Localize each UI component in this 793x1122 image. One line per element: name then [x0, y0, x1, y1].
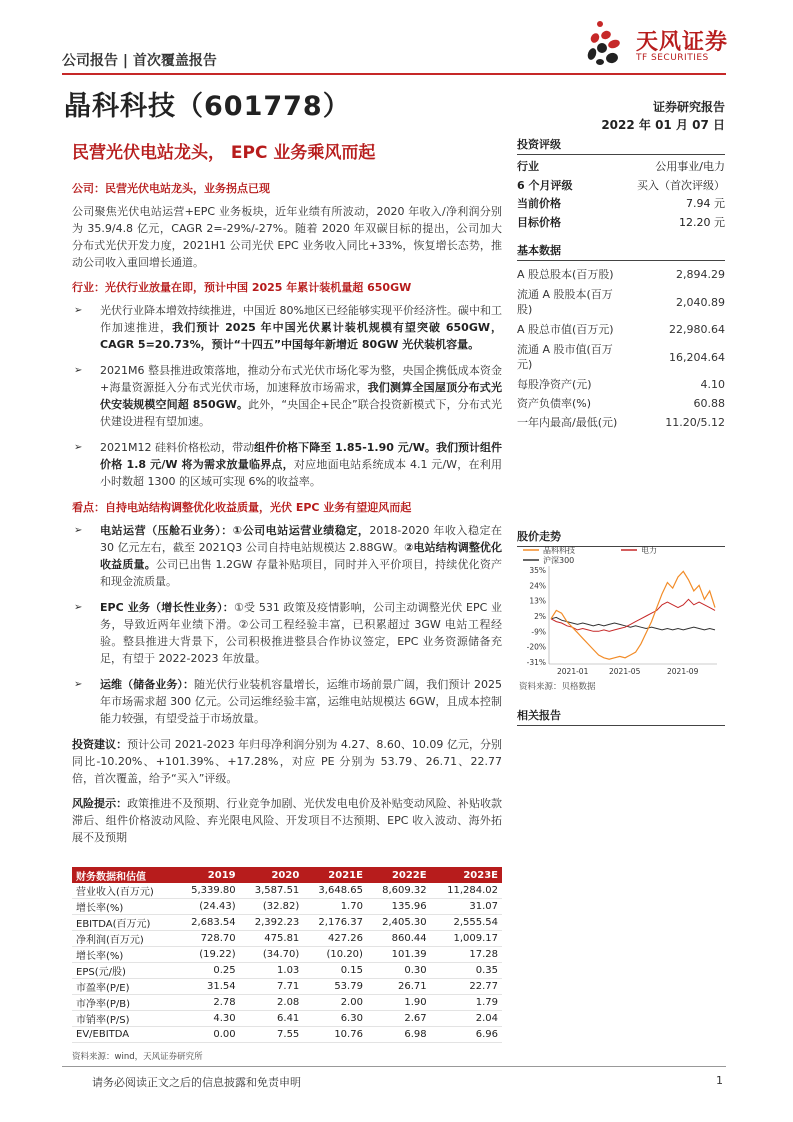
table-cell: 增长率(%) — [72, 947, 176, 963]
rating-key: 6 个月评级 — [517, 178, 573, 192]
report-date: 2022 年 01 月 07 日 — [601, 118, 725, 132]
financial-table — [72, 867, 502, 1043]
table-cell: 增长率(%) — [72, 899, 176, 915]
table-row — [72, 1011, 502, 1027]
table-cell: 26.71 — [367, 979, 431, 995]
table-cell: 31.07 — [431, 899, 502, 915]
company-paragraph: 公司聚焦光伏电站运营+EPC 业务板块，近年业绩有所波动，2020 年收入/净利润分别为 35.9/4.8 亿元，CAGR 2=-29%/-27%。随着 2020 年双碳目标的提出，公司加大分布式光伏开发力度，2021H1 公司光伏 EPC 业务收入同比+33%，恢复增长态势，推动公司收入重回增长通道。 — [72, 205, 502, 269]
footer-disclaimer: 请务必阅读正文之后的信息披露和免责申明 — [92, 1076, 301, 1089]
table-cell: (24.43) — [176, 899, 240, 915]
table-cell: 4.30 — [176, 1011, 240, 1027]
industry-bullet-3: ➢ 2021M12 硅料价格松动，带动组件价格下降至 1.85-1.90 元/W。我们预计组件价格 1.8 元/W 将为需求放量临界点，对应地面电站系统成本 4.1 元/W，在利用小时数超 1300 的区域可实现 6%的收益率。 — [72, 439, 502, 490]
chart-title: 股价走势 — [517, 528, 725, 547]
table-cell: 2.08 — [240, 995, 304, 1011]
basic-data-row — [517, 284, 725, 320]
rating-value: 7.94 元 — [686, 197, 725, 210]
basic-data-row — [517, 375, 725, 394]
table-cell: 0.00 — [176, 1027, 240, 1043]
y-tick-label: -31% — [526, 658, 546, 667]
rating-key: 行业 — [517, 160, 539, 173]
table-cell: 6.30 — [303, 1011, 367, 1027]
table-row — [72, 1027, 502, 1043]
basic-data-row — [517, 265, 725, 284]
table-cell: 5,339.80 — [176, 883, 240, 899]
basic-data-title: 基本数据 — [517, 242, 725, 261]
legend-label: 电力 — [641, 546, 657, 555]
basic-data-row — [517, 320, 725, 339]
table-cell: (32.82) — [240, 899, 304, 915]
table-header — [72, 867, 502, 883]
table-cell: 135.96 — [367, 899, 431, 915]
basic-data-key: 流通 A 股股本(百万股) — [517, 288, 613, 316]
table-cell: EPS(元/股) — [72, 963, 176, 979]
table-row — [72, 883, 502, 899]
table-cell: 2.04 — [431, 1011, 502, 1027]
table-cell: 3,587.51 — [240, 883, 304, 899]
report-type: 公司报告 | 首次覆盖报告 — [62, 53, 217, 69]
series-line-jinko — [551, 571, 715, 659]
rating-panel — [517, 136, 725, 232]
table-cell: 11,284.02 — [431, 883, 502, 899]
related-title: 相关报告 — [517, 707, 725, 726]
table-cell: 0.35 — [431, 963, 502, 979]
table-cell: 1.03 — [240, 963, 304, 979]
basic-data-value: 2,894.29 — [676, 268, 725, 281]
rating-value: 公用事业/电力 — [655, 160, 725, 173]
table-cell: 6.41 — [240, 1011, 304, 1027]
table-cell: 6.98 — [367, 1027, 431, 1043]
y-tick-label: 13% — [529, 596, 546, 606]
table-cell: 427.26 — [303, 931, 367, 947]
basic-data-key: 每股净资产(元) — [517, 378, 592, 391]
basic-data-value: 22,980.64 — [669, 323, 725, 336]
table-cell: (10.20) — [303, 947, 367, 963]
table-header-cell: 2022E — [367, 867, 431, 883]
basic-data-value: 16,204.64 — [669, 350, 725, 364]
table-cell: 市盈率(P/E) — [72, 979, 176, 995]
table-cell: 2,683.54 — [176, 915, 240, 931]
table-header-cell: 2020 — [240, 867, 304, 883]
legend-label: 晶科科技 — [543, 546, 575, 555]
table-header-cell: 2023E — [431, 867, 502, 883]
rating-key: 当前价格 — [517, 197, 561, 210]
basic-data-key: A 股总市值(百万元) — [517, 323, 614, 336]
y-tick-label: 35% — [529, 566, 546, 575]
series-line-hs300 — [551, 617, 715, 630]
rating-row — [517, 214, 725, 233]
basic-data-row — [517, 339, 725, 375]
rating-value: 买入（首次评级） — [637, 178, 725, 192]
table-cell: 1.70 — [303, 899, 367, 915]
logo-text-en: TF SECURITIES — [636, 53, 709, 63]
table-cell: 市净率(P/B) — [72, 995, 176, 1011]
rating-row — [517, 195, 725, 214]
table-cell: 7.55 — [240, 1027, 304, 1043]
table-cell: 2,392.23 — [240, 915, 304, 931]
report-kind: 证券研究报告 — [652, 100, 725, 114]
table-cell: 净利润(百万元) — [72, 931, 176, 947]
table-cell: 53.79 — [303, 979, 367, 995]
table-cell: EBITDA(百万元) — [72, 915, 176, 931]
table-cell: 101.39 — [367, 947, 431, 963]
basic-data-row — [517, 394, 725, 413]
table-cell: EV/EBITDA — [72, 1027, 176, 1043]
table-cell: 2.78 — [176, 995, 240, 1011]
headline: 民营光伏电站龙头， EPC 业务乘风而起 — [72, 143, 376, 163]
header-divider — [62, 73, 726, 75]
table-cell: (34.70) — [240, 947, 304, 963]
table-cell: 1.90 — [367, 995, 431, 1011]
table-cell: 0.25 — [176, 963, 240, 979]
rating-key: 目标价格 — [517, 215, 561, 229]
basic-data-row — [517, 413, 725, 432]
y-tick-label: 24% — [529, 581, 546, 591]
industry-bullet-1: ➢ 光伏行业降本增效持续推进，中国近 80%地区已经能够实现平价经济性。碳中和工作加速推进，我们预计 2025 年中国光伏累计装机规模有望突破 650GW，CAGR 5=20.73%，预计“十四五”中国每年新增近 80GW 光伏装机容量。 — [72, 302, 502, 353]
section-title-highlights: 看点：自持电站结构调整优化收益质量，光伏 EPC 业务有望迎风而起 — [72, 501, 412, 514]
table-cell: 营业收入(百万元) — [72, 883, 176, 899]
table-row — [72, 947, 502, 963]
table-row — [72, 915, 502, 931]
table-cell: 0.15 — [303, 963, 367, 979]
table-cell: 475.81 — [240, 931, 304, 947]
basic-data-value: 11.20/5.12 — [665, 416, 725, 429]
table-cell: (19.22) — [176, 947, 240, 963]
table-cell: 2.00 — [303, 995, 367, 1011]
y-tick-label: -9% — [531, 627, 546, 637]
table-row — [72, 963, 502, 979]
table-source: 资料来源：wind，天风证券研究所 — [72, 1052, 203, 1062]
basic-data-key: 流通 A 股市值(百万元) — [517, 343, 613, 371]
basic-data-key: 一年内最高/最低(元) — [517, 416, 618, 429]
basic-data-key: A 股总股本(百万股) — [517, 268, 614, 281]
basic-data-panel — [517, 242, 725, 432]
table-cell: 0.30 — [367, 963, 431, 979]
company-title: 晶科科技（601778） — [64, 91, 351, 122]
y-tick-label: 2% — [534, 612, 546, 621]
highlight-bullet-3: ➢ 运维（储备业务）：随光伏行业装机容量增长，运维市场前景广阔，我们预计 2025 年市场需求超 300 亿元。公司运维经验丰富，运维电站规模达 6GW，且成本控制能力较强，有望受益于市场放量。 — [72, 676, 502, 727]
table-cell: 7.71 — [240, 979, 304, 995]
table-cell: 10.76 — [303, 1027, 367, 1043]
x-tick-label: 2021-01 — [557, 667, 589, 676]
table-cell: 860.44 — [367, 931, 431, 947]
highlight-bullet-1: ➢ 电站运营（压舱石业务）：①公司电站运营业绩稳定，2018-2020 年收入稳定在 30 亿元左右，截至 2021Q3 公司自持电站规模达 2.88GW。②电站结构调整优化收益质量。公司已出售 1.2GW 存量补贴项目，同时并入平价项目，持续优化资产和现金流质量。 — [72, 522, 502, 590]
table-cell: 31.54 — [176, 979, 240, 995]
table-cell: 2.67 — [367, 1011, 431, 1027]
rating-row — [517, 177, 725, 196]
highlight-bullet-2: ➢ EPC 业务（增长性业务）：①受 531 政策及疫情影响，公司主动调整光伏 EPC 业务，导致近两年业绩下滑。②公司工程经验丰富，已积累超过 3GW 电站工程经验。整县推进大背景下，公司积极推进整县合作协议签定，EPC 业务资源储备充足，有望于 2022-2023 年放量。 — [72, 599, 502, 667]
y-tick-label: -20% — [526, 642, 546, 652]
table-header-cell: 2021E — [303, 867, 367, 883]
main-content — [72, 180, 502, 854]
section-title-company: 公司：民营光伏电站龙头，业务拐点已现 — [72, 182, 270, 195]
table-row — [72, 995, 502, 1011]
industry-bullet-2: ➢ 2021M6 整县推进政策落地，推动分布式光伏市场化零为整，央国企携低成本资金+海量资源挺入分布式光伏市场，加速释放市场需求，我们测算全国屋顶分布式光伏安装规模空间超 850GW。此外，“央国企+民企”联合投资新模式下，分布式光伏建设进程有望加速。 — [72, 362, 502, 430]
table-cell: 1,009.17 — [431, 931, 502, 947]
x-tick-label: 2021-09 — [667, 667, 699, 676]
table-header-cell: 财务数据和估值 — [72, 867, 176, 883]
footer-divider — [62, 1066, 726, 1067]
basic-data-value: 60.88 — [693, 397, 725, 410]
x-tick-label: 2021-05 — [609, 667, 641, 676]
basic-data-key: 资产负债率(%) — [517, 397, 592, 410]
table-cell: 6.96 — [431, 1027, 502, 1043]
chart-source: 资料来源：贝格数据 — [519, 682, 596, 692]
legend-label: 沪深300 — [543, 556, 575, 565]
table-row — [72, 899, 502, 915]
price-chart — [517, 544, 725, 678]
table-cell: 17.28 — [431, 947, 502, 963]
tf-logo-icon — [586, 18, 632, 68]
table-cell: 2,555.54 — [431, 915, 502, 931]
section-title-industry: 行业：光伏行业放量在即，预计中国 2025 年累计装机量超 650GW — [72, 281, 412, 294]
rating-value: 12.20 元 — [679, 215, 725, 229]
table-cell: 22.77 — [431, 979, 502, 995]
basic-data-value: 4.10 — [700, 378, 725, 391]
risk-warning: 风险提示：政策推进不及预期、行业竞争加剧、光伏发电电价及补贴变动风险、补贴收款滞后、组件价格波动风险、弃光限电风险、开发项目不达预期、EPC 收入波动、海外拓展不及预期 — [72, 797, 503, 844]
table-cell: 2,176.37 — [303, 915, 367, 931]
basic-data-value: 2,040.89 — [676, 295, 725, 309]
table-row — [72, 979, 502, 995]
table-cell: 3,648.65 — [303, 883, 367, 899]
table-cell: 2,405.30 — [367, 915, 431, 931]
investment-advice: 投资建议：预计公司 2021-2023 年归母净利润分别为 4.27、8.60、10.09 亿元，分别同比-10.20%、+101.39%、+17.28%，对应 PE 分别为 53.79、26.71、22.77 倍，首次覆盖，给予“买入”评级。 — [72, 738, 503, 785]
table-cell: 728.70 — [176, 931, 240, 947]
table-cell: 市销率(P/S) — [72, 1011, 176, 1027]
rating-row — [517, 158, 725, 177]
rating-title: 投资评级 — [517, 136, 725, 155]
related-panel — [517, 707, 725, 726]
table-cell: 8,609.32 — [367, 883, 431, 899]
table-cell: 1.79 — [431, 995, 502, 1011]
page-number: 1 — [716, 1074, 723, 1087]
table-header-cell: 2019 — [176, 867, 240, 883]
table-row — [72, 931, 502, 947]
logo-text: 天风证券 — [636, 30, 729, 55]
